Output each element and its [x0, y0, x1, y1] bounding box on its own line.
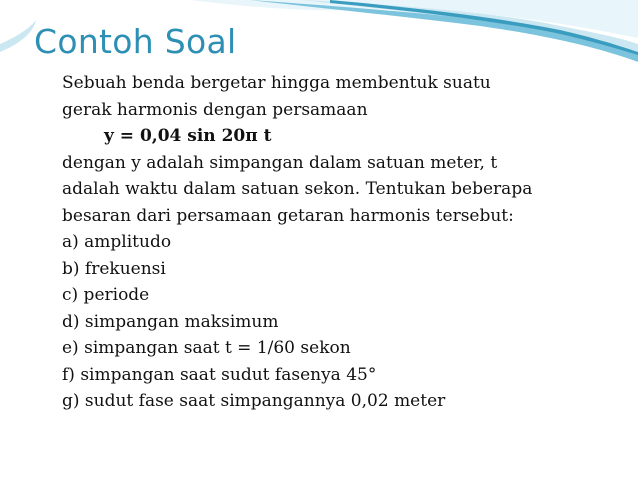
- list-item-periode: c) periode: [62, 285, 150, 305]
- list-item-simpangan-maksimum: d) simpangan maksimum: [62, 311, 279, 332]
- description-line-2: adalah waktu dalam satuan sekon. Tentukan beberapa: [62, 179, 533, 199]
- description-line-3: besaran dari persamaan getaran harmonis tersebut:: [62, 205, 514, 226]
- intro-line-2: gerak harmonis dengan persamaan: [62, 99, 368, 120]
- slide-title: Contoh Soal: [34, 22, 237, 61]
- intro-line-1: Sebuah benda bergetar hingga membentuk suatu: [62, 73, 491, 93]
- slide-body: [62, 70, 622, 415]
- list-item-frekuensi: b) frekuensi: [62, 258, 166, 279]
- list-item-simpangan-t: e) simpangan saat t = 1/60 sekon: [62, 338, 351, 358]
- list-item-simpangan-fase: f) simpangan saat sudut fasenya 45°: [62, 364, 377, 385]
- equation: y = 0,04 sin 20π t: [104, 126, 272, 146]
- list-item-sudut-fase: g) sudut fase saat simpangannya 0,02 meter: [62, 391, 446, 411]
- description-line-1: dengan y adalah simpangan dalam satuan meter, t: [62, 152, 498, 173]
- list-item-amplitudo: a) amplitudo: [62, 232, 172, 252]
- wave-left-swoosh: [0, 20, 36, 52]
